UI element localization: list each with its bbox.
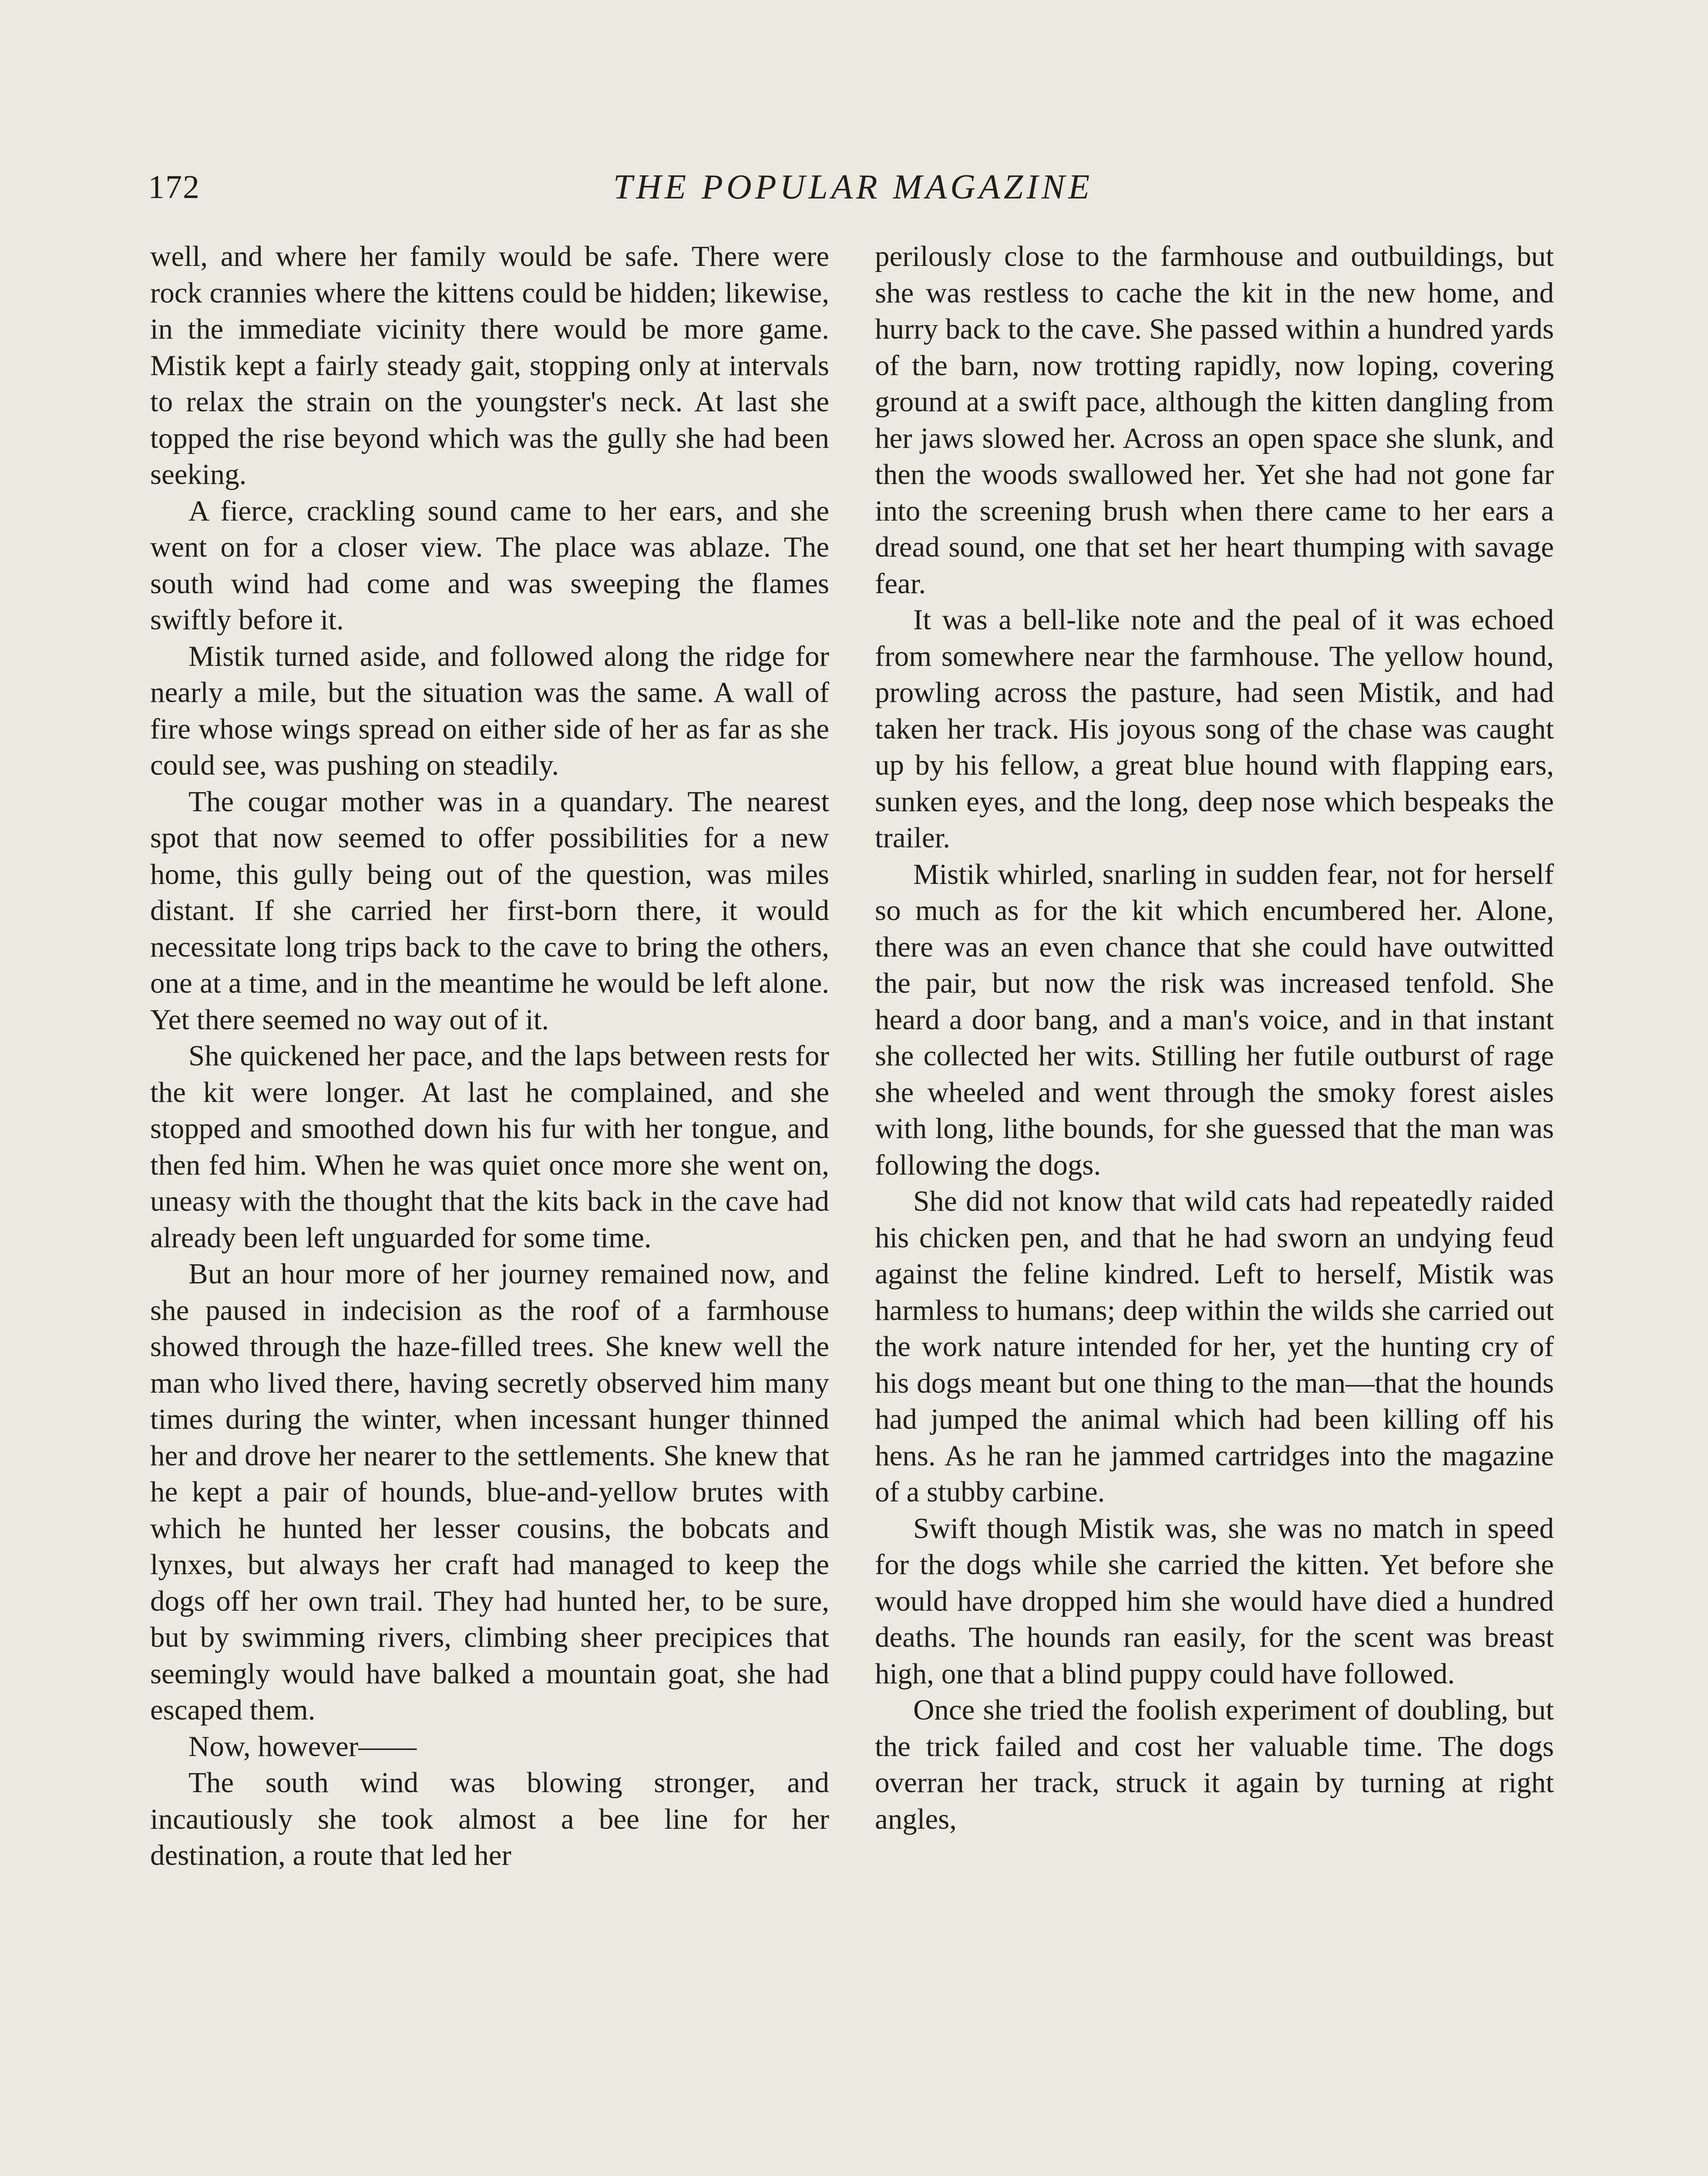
left-text-column	[150, 238, 829, 1874]
right-text-column	[875, 238, 1554, 1837]
paragraph: Mistik whirled, snarling in sudden fear, not for herself so much as for the kit which encumbered her. Alone, there was an even chance that she could have outwitted the pair, but now the risk was increased tenfold. She heard a door bang, and a man's voice, and in that instant she collected her wits. Stilling her futile outburst of rage she wheeled and went through the smoky forest aisles with long, lithe bounds, for she guessed that the man was following the dogs.	[875, 858, 1554, 1181]
paragraph: perilously close to the farmhouse and outbuildings, but she was restless to cache the kit in the new home, and hurry back to the cave. She passed within a hundred yards of the barn, now trotting rapidly, now loping, covering ground at a swift pace, although the kitten dangling from her jaws slowed her. Across an open space she slunk, and then the woods swallowed her. Yet she had not gone far into the screening brush when there came to her ears a dread sound, one that set her heart thumping with savage fear.	[875, 240, 1554, 600]
paragraph: She did not know that wild cats had repeatedly raided his chicken pen, and that he had sworn an undying feud against the feline kindred. Left to herself, Mistik was harmless to humans; deep within the wilds she carried out the work nature intended for her, yet the hunting cry of his dogs meant but one thing to the man—that the hounds had jumped the animal which had been killing off his hens. As he ran he jammed cartridges into the magazine of a stubby carbine.	[875, 1185, 1554, 1508]
paragraph: Mistik turned aside, and followed along the ridge for nearly a mile, but the situation was the same. A wall of fire whose wings spread on either side of her as far as she could see, was pushing on steadily.	[150, 640, 829, 781]
paragraph: Once she tried the foolish experiment of doubling, but the trick failed and cost her valuable time. The dogs overran her track, struck it again by turning at right angles,	[875, 1694, 1554, 1835]
paragraph: Swift though Mistik was, she was no match in speed for the dogs while she carried the kitten. Yet before she would have dropped him she would have died a hundred deaths. The hounds ran easily, for the scent was breast high, one that a blind puppy could have followed.	[875, 1512, 1554, 1690]
paragraph: well, and where her family would be safe. There were rock crannies where the kittens could be hidden; likewise, in the immediate vicinity there would be more game. Mistik kept a fairly steady gait, stopping only at intervals to relax the strain on the youngster's neck. At last she topped the rise beyond which was the gully she had been seeking.	[150, 240, 829, 490]
paragraph: But an hour more of her journey remained now, and she paused in indecision as the roof of a farmhouse showed through the haze-filled trees. She knew well the man who lived there, having secretly observed him many times during the winter, when incessant hunger thinned her and drove her nearer to the settlements. She knew that he kept a pair of hounds, blue-and-yellow brutes with which he hunted her lesser cousins, the bobcats and lynxes, but always her craft had managed to keep the dogs off her own trail. They had hunted her, to be sure, but by swimming rivers, climbing sheer precipices that seemingly would have balked a mountain goat, she had escaped them.	[150, 1258, 829, 1726]
paragraph: It was a bell-like note and the peal of it was echoed from somewhere near the farmhouse. The yellow hound, prowling across the pasture, had seen Mistik, and had taken her track. His joyous song of the chase was caught up by his fellow, a great blue hound with flapping ears, sunken eyes, and the long, deep nose which bespeaks the trailer.	[875, 604, 1554, 854]
paragraph: Now, however——	[188, 1730, 417, 1763]
page-header	[148, 161, 1558, 222]
paragraph: She quickened her pace, and the laps between rests for the kit were longer. At last he complained, and she stopped and smoothed down his fur with her tongue, and then fed him. When he was quiet once more she went on, uneasy with the thought that the kits back in the cave had already been left unguarded for some time.	[150, 1040, 829, 1254]
paragraph: The south wind was blowing stronger, and incautiously she took almost a bee line for her destination, a route that led her	[150, 1766, 829, 1871]
page-number: 172	[148, 169, 200, 205]
running-title: THE POPULAR MAGAZINE	[613, 168, 1093, 206]
paragraph: A fierce, crackling sound came to her ears, and she went on for a closer view. The place was ablaze. The south wind had come and was sweeping the flames swiftly before it.	[150, 494, 829, 636]
paragraph: The cougar mother was in a quandary. The nearest spot that now seemed to offer possibilities for a new home, this gully being out of the question, was miles distant. If she carried her first-born there, it would necessitate long trips back to the cave to bring the others, one at a time, and in the meantime he would be left alone. Yet there seemed no way out of it.	[150, 785, 829, 1036]
